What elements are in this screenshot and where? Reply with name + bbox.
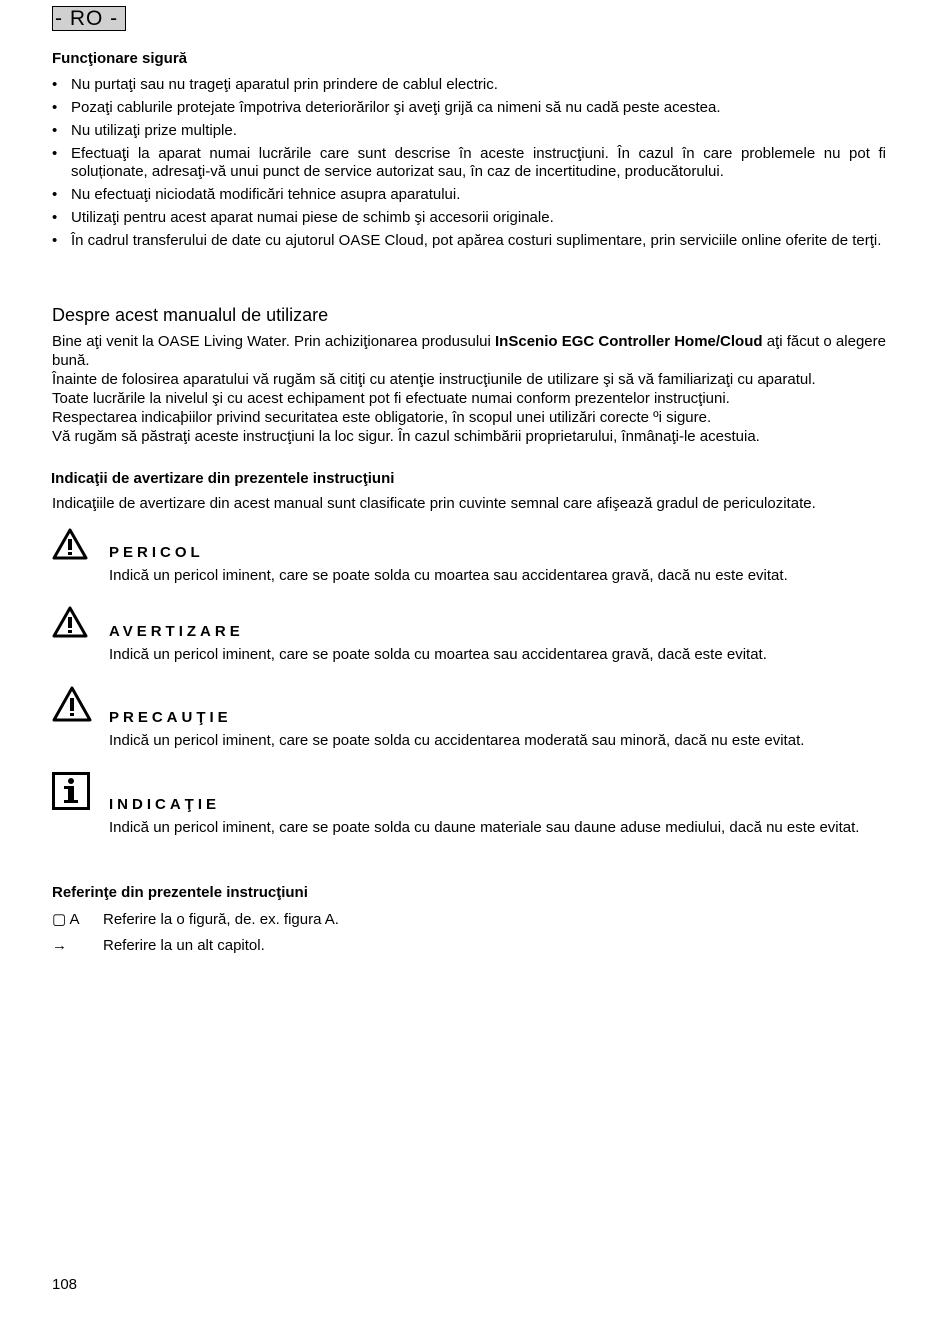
arrow-right-icon: → xyxy=(52,937,67,954)
intro-paragraph: Toate lucrările la nivelul şi cu acest echipament pot fi efectuate numai conform prezentelor instrucţiuni. xyxy=(52,390,730,407)
list-item: • Utilizaţi pentru acest aparat numai piese de schimb şi accesorii originale. xyxy=(52,209,886,227)
warning-triangle-icon xyxy=(52,606,88,638)
references-heading: Referinţe din prezentele instrucţiuni xyxy=(52,884,308,901)
intro-paragraph: Vă rugăm să păstraţi aceste instrucţiuni la loc sigur. În cazul schimbării proprietarului, înmânaţi-le acestuia. xyxy=(52,428,760,445)
about-text xyxy=(52,332,886,446)
list-item: • Nu utilizaţi prize multiple. xyxy=(52,122,886,140)
language-tag: - RO - xyxy=(52,6,126,31)
intro-paragraph: Respectarea indicaþiilor privind securitatea este obligatorie, în scopul unei utilizări corecte ºi sigure. xyxy=(52,409,712,426)
intro-text: aţi făcut o alegere bună. xyxy=(52,333,886,369)
list-item: • În cadrul transferului de date cu ajutorul OASE Cloud, pot apărea costuri suplimentare, prin serviciile online oferite de terţi. xyxy=(52,232,886,250)
info-icon xyxy=(52,772,90,810)
warning-title: INDICAŢIE xyxy=(109,796,220,813)
about-heading: Despre acest manualul de utilizare xyxy=(52,305,329,325)
warning-triangle-icon xyxy=(52,686,92,722)
reference-text: Referire la o figură, de. ex. figura A. xyxy=(103,911,339,928)
warning-title: PERICOL xyxy=(109,544,204,561)
safe-operation-heading: Funcţionare sigură xyxy=(52,50,188,67)
warning-text: Indică un pericol iminent, care se poate solda cu daune materiale sau daune aduse mediului, dacă nu este evitat. xyxy=(109,819,860,836)
page-number: 108 xyxy=(52,1276,78,1293)
warning-triangle-icon xyxy=(52,528,88,560)
intro-paragraph xyxy=(52,332,886,370)
figure-reference-icon: ▢ A xyxy=(52,911,80,928)
warning-text: Indică un pericol iminent, care se poate solda cu moartea sau accidentarea gravă, dacă este evitat. xyxy=(109,646,767,663)
warnings-intro: Indicaţiile de avertizare din acest manual sunt clasificate prin cuvinte semnal care afişează gradul de periculozitate. xyxy=(52,495,816,512)
warnings-heading: Indicaţii de avertizare din prezentele instrucţiuni xyxy=(51,470,395,487)
product-name: InScenio EGC Controller Home/Cloud xyxy=(495,333,763,350)
safety-list xyxy=(52,76,886,255)
warning-text: Indică un pericol iminent, care se poate solda cu accidentarea moderată sau minoră, dacă nu este evitat. xyxy=(109,732,805,749)
warning-text: Indică un pericol iminent, care se poate solda cu moartea sau accidentarea gravă, dacă nu este evitat. xyxy=(109,567,788,584)
intro-text: Bine aţi venit la OASE Living Water. Prin achiziţionarea produsului xyxy=(52,333,496,350)
list-item: • Pozaţi cablurile protejate împotriva deteriorărilor şi aveţi grijă ca nimeni să nu cadă peste acestea. xyxy=(52,99,886,117)
reference-text: Referire la un alt capitol. xyxy=(103,937,265,954)
list-item: • Nu purtaţi sau nu trageţi aparatul prin prindere de cablul electric. xyxy=(52,76,886,94)
warning-title: PRECAUŢIE xyxy=(109,709,232,726)
list-item: • Nu efectuaţi niciodată modificări tehnice asupra aparatului. xyxy=(52,186,886,204)
list-item: • Efectuaţi la aparat numai lucrările care sunt descrise în aceste instrucţiuni. În cazul în care problemele nu pot fi soluționate, adresaţi-vă unui punct de service autorizat sau, în caz de incertitudine, producătorului. xyxy=(52,145,886,181)
intro-paragraph: Înainte de folosirea aparatului vă rugăm să citiţi cu atenţie instrucţiunile de utilizare şi să vă familiarizaţi cu aparatul. xyxy=(52,371,816,388)
warning-title: AVERTIZARE xyxy=(109,623,244,640)
